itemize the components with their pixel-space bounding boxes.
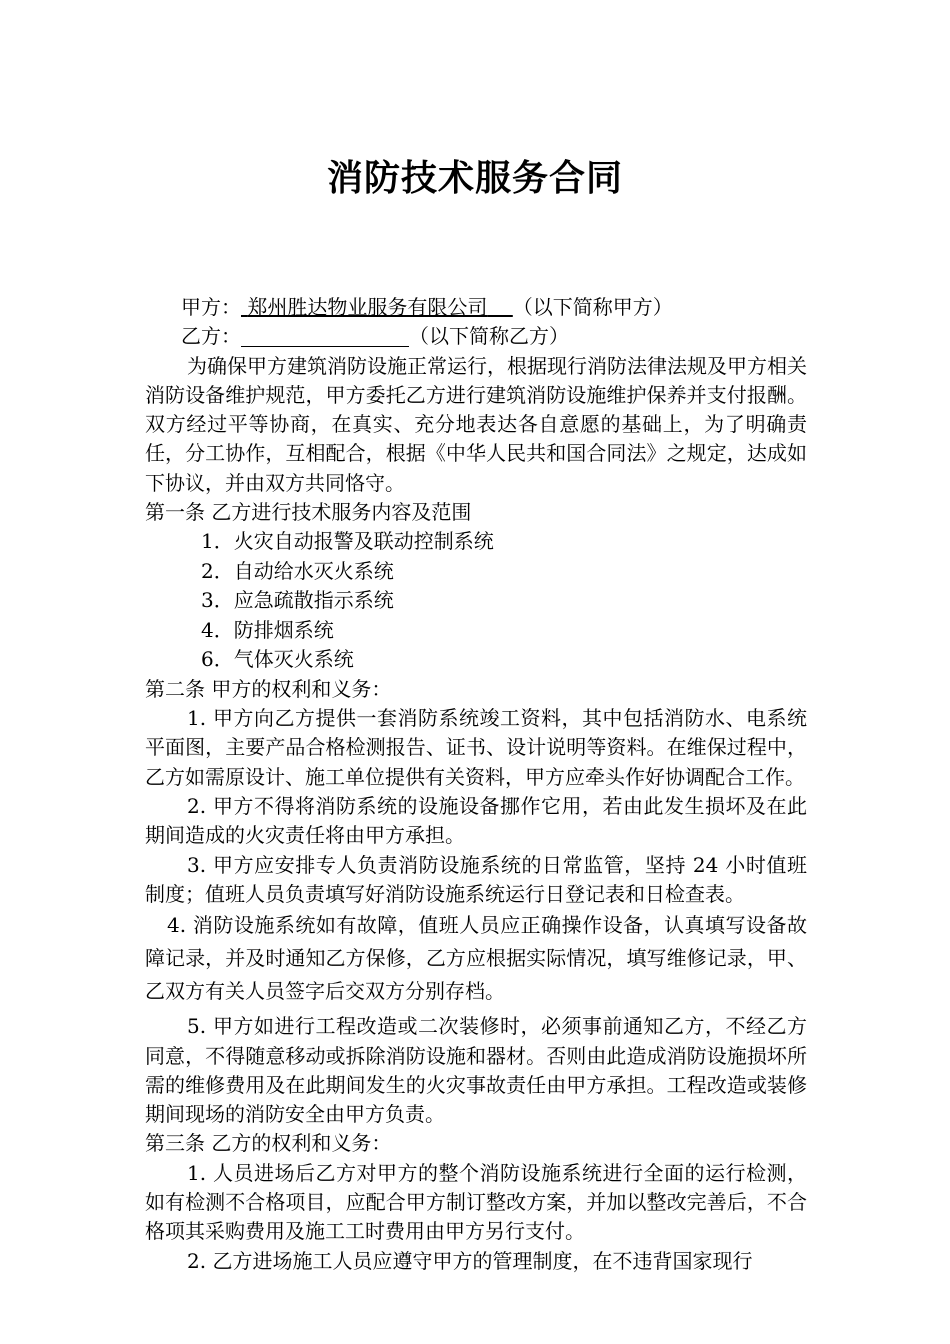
article3-clause: 2. 乙方进场施工人员应遵守甲方的管理制度，在不违背国家现行	[187, 1248, 753, 1273]
article1-item: 4．防排烟系统	[201, 617, 334, 642]
party-b-suffix: （以下简称乙方）	[409, 324, 569, 349]
article2-heading: 第二条 甲方的权利和义务：	[145, 676, 392, 701]
party-a-label: 甲方：	[181, 295, 241, 319]
article1-item: 1．火灾自动报警及联动控制系统	[201, 529, 494, 554]
article2-clause: 5. 甲方如进行工程改造或二次装修时，必须事前通知乙方，不经乙方同意，不得随意移动或拆除消防设施和器材。否则由此造成消防设施损坏所需的维修费用及在此期间发生的火灾事故责任由甲方承担。工程改造或装修期间现场的消防安全由甲方负责。	[145, 1014, 807, 1127]
party-a-suffix: （以下简称甲方）	[512, 295, 673, 319]
article1-item: 2．自动给水灭火系统	[201, 558, 394, 583]
article1-heading: 第一条 乙方进行技术服务内容及范围	[145, 500, 472, 525]
article3-clause: 1. 人员进场后乙方对甲方的整个消防设施系统进行全面的运行检测，如有检测不合格项目，应配合甲方制订整改方案，并加以整改完善后，不合格项其采购费用及施工工时费用由甲方另行支付。	[145, 1160, 807, 1244]
party-b-line	[145, 322, 807, 351]
preamble: 为确保甲方建筑消防设施正常运行，根据现行消防法律法规及甲方相关消防设备维护规范，甲方委托乙方进行建筑消防设施维护保养并支付报酬。双方经过平等协商，在真实、充分地表达各自意愿的基础上，为了明确责任，分工协作，互相配合，根据《中华人民共和国合同法》之规定，达成如下协议，并由双方共同恪守。	[145, 353, 807, 495]
article2-clause: 3. 甲方应安排专人负责消防设施系统的日常监管，坚持 24 小时值班制度；值班人员负责填写好消防设施系统运行日登记表和日检查表。	[145, 852, 807, 906]
party-b-blank	[241, 324, 409, 347]
party-a-line	[145, 293, 807, 322]
article2-clause: 4. 消防设施系统如有故障，值班人员应正确操作设备，认真填写设备故障记录，并及时通知乙方保修，乙方应根据实际情况，填写维修记录，甲、乙双方有关人员签字后交双方分别存档。	[145, 913, 807, 1004]
document-body	[145, 293, 807, 1276]
party-b-label: 乙方：	[181, 324, 241, 349]
article3-heading: 第三条 乙方的权利和义务：	[145, 1131, 392, 1156]
article1-item: 3．应急疏散指示系统	[201, 588, 394, 613]
article2-clause: 2. 甲方不得将消防系统的设施设备挪作它用，若由此发生损坏及在此期间造成的火灾责任将由甲方承担。	[145, 794, 807, 848]
party-a-name: 郑州胜达物业服务有限公司	[247, 295, 488, 319]
document-title: 消防技术服务合同	[326, 157, 623, 199]
article1-item: 6．气体灭火系统	[201, 647, 354, 672]
article2-clause: 1. 甲方向乙方提供一套消防系统竣工资料，其中包括消防水、电系统平面图，主要产品合格检测报告、证书、设计说明等资料。在维保过程中，乙方如需原设计、施工单位提供有关资料，甲方应牵头作好协调配合工作。	[145, 706, 807, 789]
